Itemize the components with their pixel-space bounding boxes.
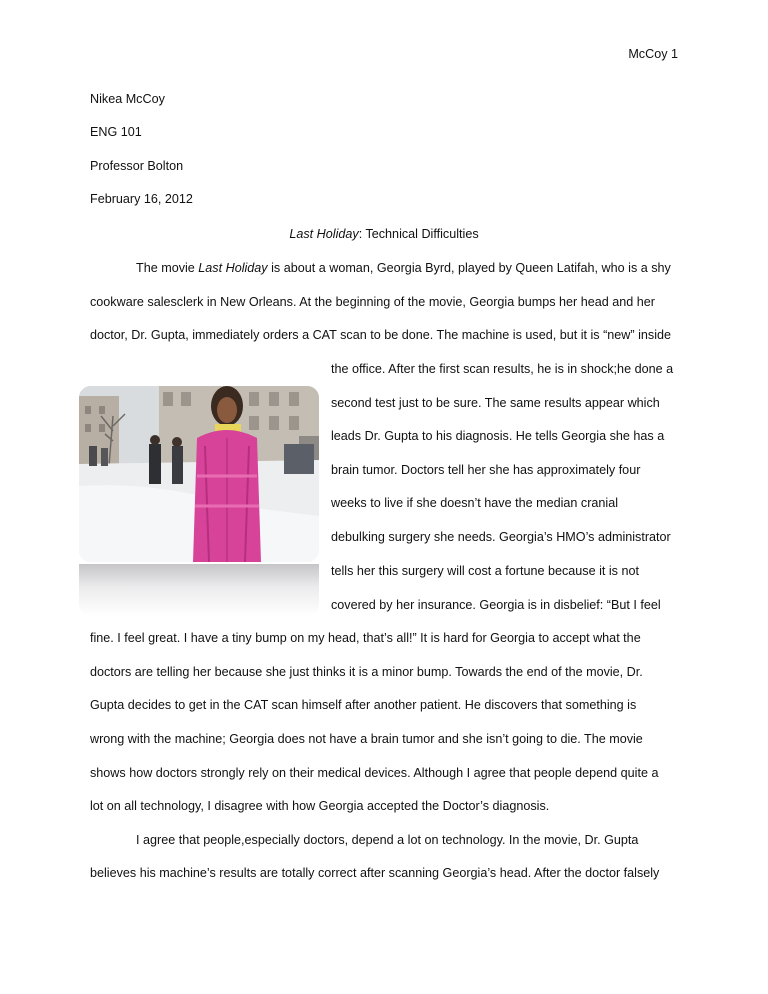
text-run: is about a woman, Georgia Byrd, played by Queen Latifah, who is a shy <box>267 261 671 275</box>
paragraph-line: tells her this surgery will cost a fortune because it is not <box>331 564 639 578</box>
paragraph-line: brain tumor. Doctors tell her she has approximately four <box>331 463 641 477</box>
paragraph-line: cookware salesclerk in New Orleans. At the beginning of the movie, Georgia bumps her head and her <box>90 295 655 309</box>
essay-date: February 16, 2012 <box>90 192 193 206</box>
paragraph-line: shows how doctors strongly rely on their medical devices. Although I agree that people depend quite a <box>90 766 659 780</box>
paragraph-line: wrong with the machine; Georgia does not have a brain tumor and she isn’t going to die. The movie <box>90 732 643 746</box>
photo-reflection <box>79 564 319 616</box>
paragraph-line: covered by her insurance. Georgia is in disbelief: “But I feel <box>331 598 661 612</box>
paragraph-line: Gupta decides to get in the CAT scan himself after another patient. He discovers that something is <box>90 698 637 712</box>
paragraph-line: weeks to live if she doesn’t have the median cranial <box>331 496 619 510</box>
paragraph-line: leads Dr. Gupta to his diagnosis. He tells Georgia she has a <box>331 429 665 443</box>
movie-title-italic: Last Holiday <box>198 261 268 275</box>
author-name: Nikea McCoy <box>90 92 165 106</box>
essay-title <box>0 226 768 242</box>
paragraph-line: lot on all technology, I disagree with how Georgia accepted the Doctor’s diagnosis. <box>90 799 550 813</box>
paragraph-line: believes his machine’s results are totally correct after scanning Georgia’s head. After the doctor falsely <box>90 866 660 880</box>
paragraph-line: the office. After the first scan results, he is in shock;he done a <box>331 362 674 376</box>
paragraph-line: fine. I feel great. I have a tiny bump on my head, that’s all!” It is hard for Georgia to accept what the <box>90 631 641 645</box>
movie-still-photo <box>79 386 319 616</box>
running-head: McCoy 1 <box>628 47 678 61</box>
title-italic: Last Holiday <box>289 227 359 241</box>
text-run: The movie <box>136 261 199 275</box>
photo-image <box>79 386 319 562</box>
paragraph-line: second test just to be sure. The same results appear which <box>331 396 660 410</box>
title-rest: : Technical Difficulties <box>358 227 479 241</box>
paragraph-line: doctor, Dr. Gupta, immediately orders a CAT scan to be done. The machine is used, but it is “new” inside <box>90 328 671 342</box>
paragraph-line: I agree that people,especially doctors, depend a lot on technology. In the movie, Dr. Gupta <box>136 833 639 847</box>
paragraph-line: debulking surgery she needs. Georgia’s HMO’s administrator <box>331 530 671 544</box>
paragraph-line <box>136 260 671 276</box>
photo-illustration <box>79 386 319 562</box>
paragraph-line: doctors are telling her because she just thinks it is a minor bump. Towards the end of the movie, Dr. <box>90 665 643 679</box>
professor-name: Professor Bolton <box>90 159 184 173</box>
course-name: ENG 101 <box>90 125 142 139</box>
